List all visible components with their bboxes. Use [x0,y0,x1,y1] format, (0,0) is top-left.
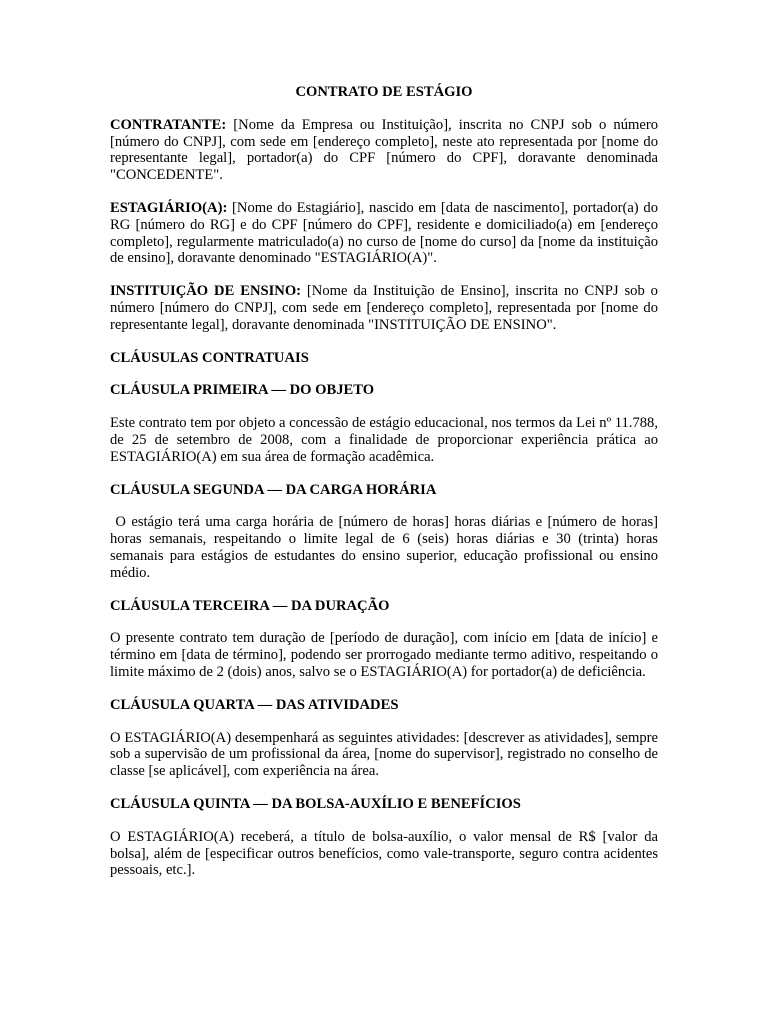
party-text-estagiario: [Nome do Estagiário], nascido em [data de nascimento], portador(a) do RG [número do RG] e do CPF [número do CPF], residente e domiciliado(a) em [endereço completo], regularmente matriculado(a) no curso de [nome do curso] da [nome da instituição de ensino], doravante denominado "ESTAGIÁRIO(A)". [110,199,658,267]
clauses-heading: CLÁUSULAS CONTRATUAIS [110,349,309,366]
party-instituicao [110,283,658,333]
clause-text-5: O ESTAGIÁRIO(A) receberá, a título de bolsa-auxílio, o valor mensal de R$ [valor da bolsa], além de [especificar outros benefícios, como vale-transporte, seguro contra acidentes pessoais, etc.]. [110,828,658,879]
clause-heading-2: CLÁUSULA SEGUNDA — DA CARGA HORÁRIA [110,481,437,498]
party-text-instituicao: [Nome da Instituição de Ensino], inscrita no CNPJ sob o número [número do CNPJ], com sede em [endereço completo], representada por [nome do representante legal], doravante denominada "INSTITUIÇÃO DE ENSINO". [110,283,658,333]
clause-text-2: O estágio terá uma carga horária de [número de horas] horas diárias e [número de horas] horas semanais, respeitando o limite legal de 6 (seis) horas diárias e 30 (trinta) horas semanais para estágios de estudantes do ensino superior, educação profissional ou ensino médio. [110,514,662,581]
party-label-estagiario: ESTAGIÁRIO(A): [110,199,228,216]
clause-heading-1: CLÁUSULA PRIMEIRA — DO OBJETO [110,382,375,399]
document-page [110,84,662,895]
clause-text-3: O presente contrato tem duração de [período de duração], com início em [data de início] e término em [data de término], podendo ser prorrogado mediante termo aditivo, respeitando o limite máximo de 2 (dois) anos, salvo se o ESTAGIÁRIO(A) for portador(a) de deficiência. [110,630,658,680]
party-text-contratante: [Nome da Empresa ou Instituição], inscrita no CNPJ sob o número [número do CNPJ], com sede em [endereço completo], neste ato representada por [nome do representante legal], portador(a) do CPF [número do CPF], doravante denominada "CONCEDENTE". [110,116,658,184]
party-label-contratante: CONTRATANTE: [110,116,227,133]
party-contratante [110,117,658,184]
clause-heading-3: CLÁUSULA TERCEIRA — DA DURAÇÃO [110,597,390,614]
clause-text-4: O ESTAGIÁRIO(A) desempenhará as seguintes atividades: [descrever as atividades], sempre sob a supervisão de um profissional da área, [nome do supervisor], registrado no conselho de classe [se aplicável], com experiência na área. [110,729,658,780]
clause-heading-5: CLÁUSULA QUINTA — DA BOLSA-AUXÍLIO E BENEFÍCIOS [110,795,521,812]
party-estagiario [110,200,658,267]
clause-heading-4: CLÁUSULA QUARTA — DAS ATIVIDADES [110,696,399,713]
clause-text-1: Este contrato tem por objeto a concessão de estágio educacional, nos termos da Lei nº 11.788, de 25 de setembro de 2008, com a finalidade de proporcionar experiência prática ao ESTAGIÁRIO(A) em sua área de formação acadêmica. [110,415,658,465]
party-label-instituicao: INSTITUIÇÃO DE ENSINO: [110,283,302,300]
document-title: CONTRATO DE ESTÁGIO [295,84,473,100]
